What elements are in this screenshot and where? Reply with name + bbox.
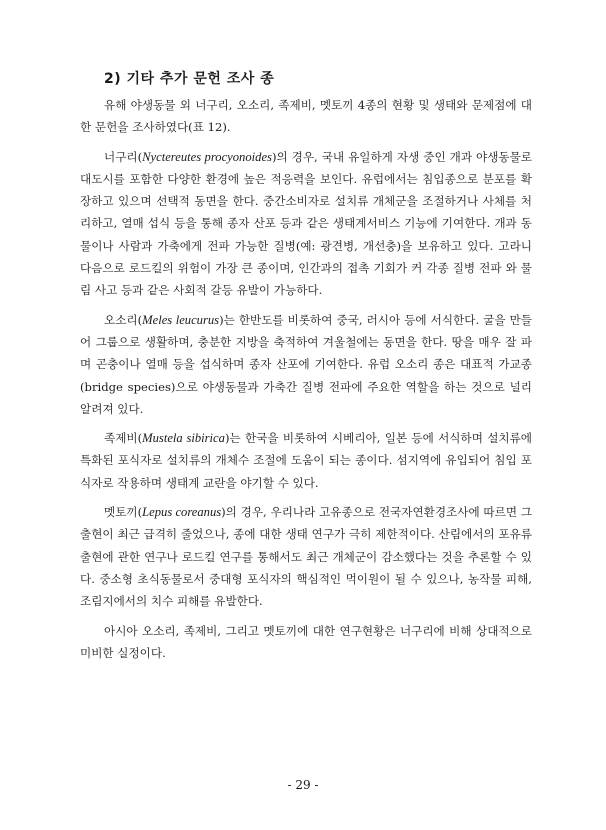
scientific-name: Lepus coreanus	[142, 505, 222, 520]
paragraph-raccoon-dog	[80, 146, 532, 302]
page-number: - 29 -	[287, 778, 319, 792]
section-heading: 2) 기타 추가 문헌 조사 종	[104, 71, 275, 87]
paragraph-lead: 족제비(	[104, 431, 143, 446]
paragraph-text: )는 한국을 비롯하여 시베리아, 일본 등에 서식하며 설치류에 특화된 포식자로 설치류의 개체수 조절에 도움이 되는 종이다. 섬지역에 유입되어 침입 포식자로 작용하며 생태계 교란을 야기할 수 있다.	[80, 431, 532, 490]
paragraph-hare	[80, 501, 532, 612]
paragraph-text: )의 경우, 국내 유일하게 자생 중인 개과 야생동물로 대도시를 포함한 다양한 환경에 높은 적응력을 보인다. 유럽에서는 침입종으로 분포를 확장하고 있으며 선택적 동면을 한다. 중간소비자로 설치류 개체군을 조절하거나 사체를 처리하고, 열매 섭식 등을 통해 종자 산포 등과 같은 생태계서비스 기능에 기여한다. 개과 동물이나 사람과 가축에게 전파 가능한 질병(예: 광견병, 개선충)을 보유하고 있다. 고라니 다음으로 로드킬의 위험이 가장 큰 종이며, 인간과의 접촉 기회가 커 각종 질병 전파 와 물림 사고 등과 같은 사회적 갈등 유발이 가능하다.	[80, 149, 533, 298]
paragraph-summary	[80, 620, 532, 665]
scientific-name: Meles leucurus	[142, 312, 220, 327]
scientific-name: Mustela sibirica	[142, 431, 225, 446]
paragraph-text: 유해 야생동물 외 너구리, 오소리, 족제비, 멧토끼 4종의 현황 및 생태와 문제점에 대한 문헌을 조사하였다(표 12).	[80, 98, 532, 135]
body-text	[80, 94, 532, 671]
paragraph-lead: 오소리(	[104, 312, 143, 327]
paragraph-lead: 멧토끼(	[104, 505, 143, 520]
paragraph-intro	[80, 94, 532, 139]
paragraph-weasel	[80, 427, 532, 494]
paragraph-text: )의 경우, 우리나라 고유종으로 전국자연환경조사에 따르면 그 출현이 최근 급격히 줄었으나, 종에 대한 생태 연구가 극히 제한적이다. 산림에서의 포유류 출현에 관한 연구나 로드킬 연구를 통해서도 최근 개체군이 감소했다는 것을 추론할 수 있다. 중소형 초식동물로서 중대형 포식자의 핵심적인 먹이원이 될 수 있으나, 농작물 피해, 조림지에서의 치수 피해를 유발한다.	[80, 505, 532, 609]
paragraph-text: 아시아 오소리, 족제비, 그리고 멧토끼에 대한 연구현황은 너구리에 비해 상대적으로 미비한 실정이다.	[80, 623, 532, 660]
paragraph-lead: 너구리(	[104, 149, 143, 164]
paragraph-badger	[80, 309, 532, 420]
paragraph-text: )는 한반도를 비롯하여 중국, 러시아 등에 서식한다. 굴을 만들어 그룹으로 생활하며, 충분한 지방을 축적하여 겨울철에는 동면을 한다. 땅을 매우 잘 파며 곤충이나 열매 등을 섭식하며 종자 산포에 기여한다. 유럽 오소리 종은 대표적 가교종(bridge species)으로 야생동물과 가축간 질병 전파에 주요한 역할을 하는 것으로 널리 알려져 있다.	[80, 312, 532, 416]
scientific-name: Nyctereutes procyonoides	[142, 149, 272, 164]
